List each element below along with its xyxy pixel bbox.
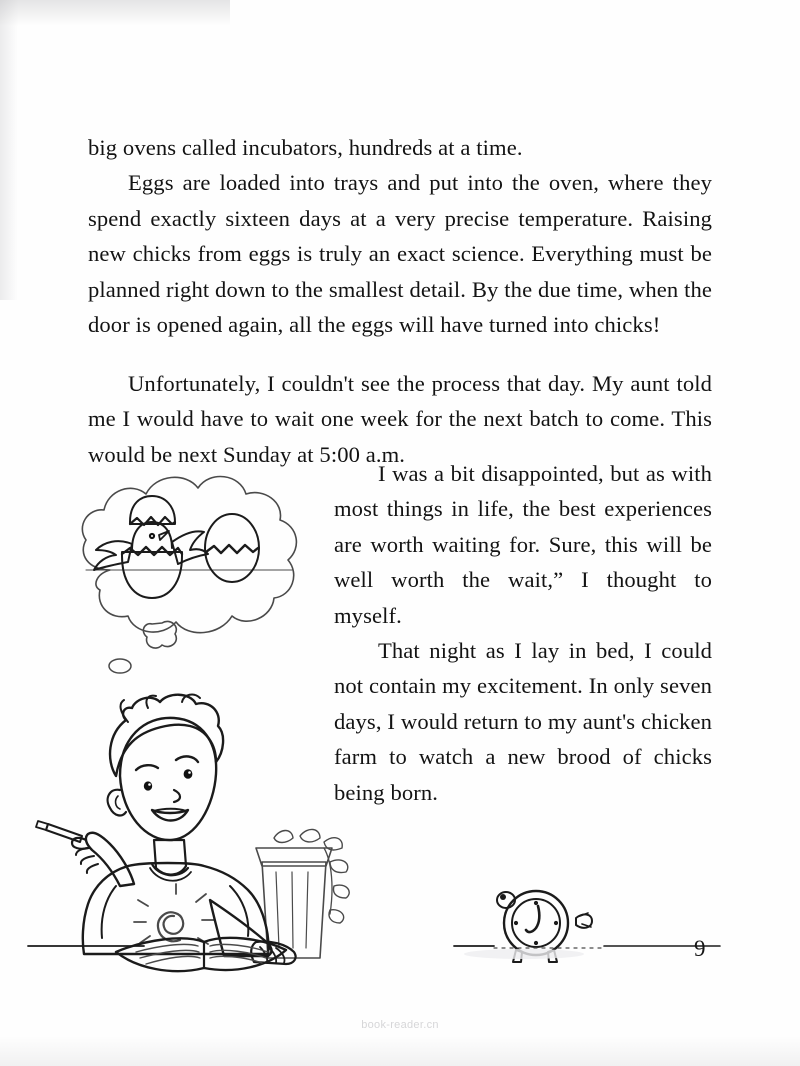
open-book [116,938,286,971]
alarm-clock-illustration [488,878,598,968]
trail-bubble-small [109,659,131,673]
boy-hand-on-book [251,941,295,964]
clock-face [512,899,560,947]
page-number: 9 [694,936,706,961]
trail-bubble-large [143,621,176,648]
boy-hand-with-pencil [36,821,134,886]
paragraph-thatnight: That night as I lay in bed, I could not contain my excitement. In only seven days, I would return to my aunt's chicken farm to watch a new brood of chicks being born. [334,638,712,805]
scan-shadow-top [0,0,230,26]
paragraph-disappointed: I was a bit disappointed, but as with most things in life, the best experiences are worth waiting for. Sure, this will be well worth the wait,” I thought to myself. [334,461,712,628]
scan-shadow-left [0,0,18,300]
spiral-shirt-motif [134,884,214,944]
clock-bells [497,892,592,928]
boy-hair [110,695,223,776]
desk-surface-line [24,930,724,964]
paragraph-eggs: Eggs are loaded into trays and put into the oven, where they spend exactly sixteen days at a very precise temperature. Raising new chicks from eggs is truly an exact science. Everything must be planned right down to the smallest detail. By the due time, when the door is opened again, all the eggs will have turned into chicks! [88,170,712,338]
thought-bubble-illustration [48,452,348,702]
clock-hands [526,906,539,932]
boy-illustration [24,690,384,990]
cracked-egg [205,514,259,582]
text-block-upper [88,130,712,342]
scan-shadow-bottom [0,1036,800,1066]
text-block-right-column [334,456,712,810]
paragraph-unfortunately: Unfortunately, I couldn't see the process that day. My aunt told me I would have to wait one week for the next batch to come. This would be next Sunday at 5:00 a.m. [88,371,712,467]
boy-head [108,695,223,841]
paragraph-continued: big ovens called incubators, hundreds at a time. [88,135,523,160]
clock-legs [513,950,557,962]
potted-plant [256,829,349,958]
boy-tshirt [83,863,269,954]
watermark: book-reader.cn [361,1019,439,1031]
hatching-chick [94,496,208,598]
